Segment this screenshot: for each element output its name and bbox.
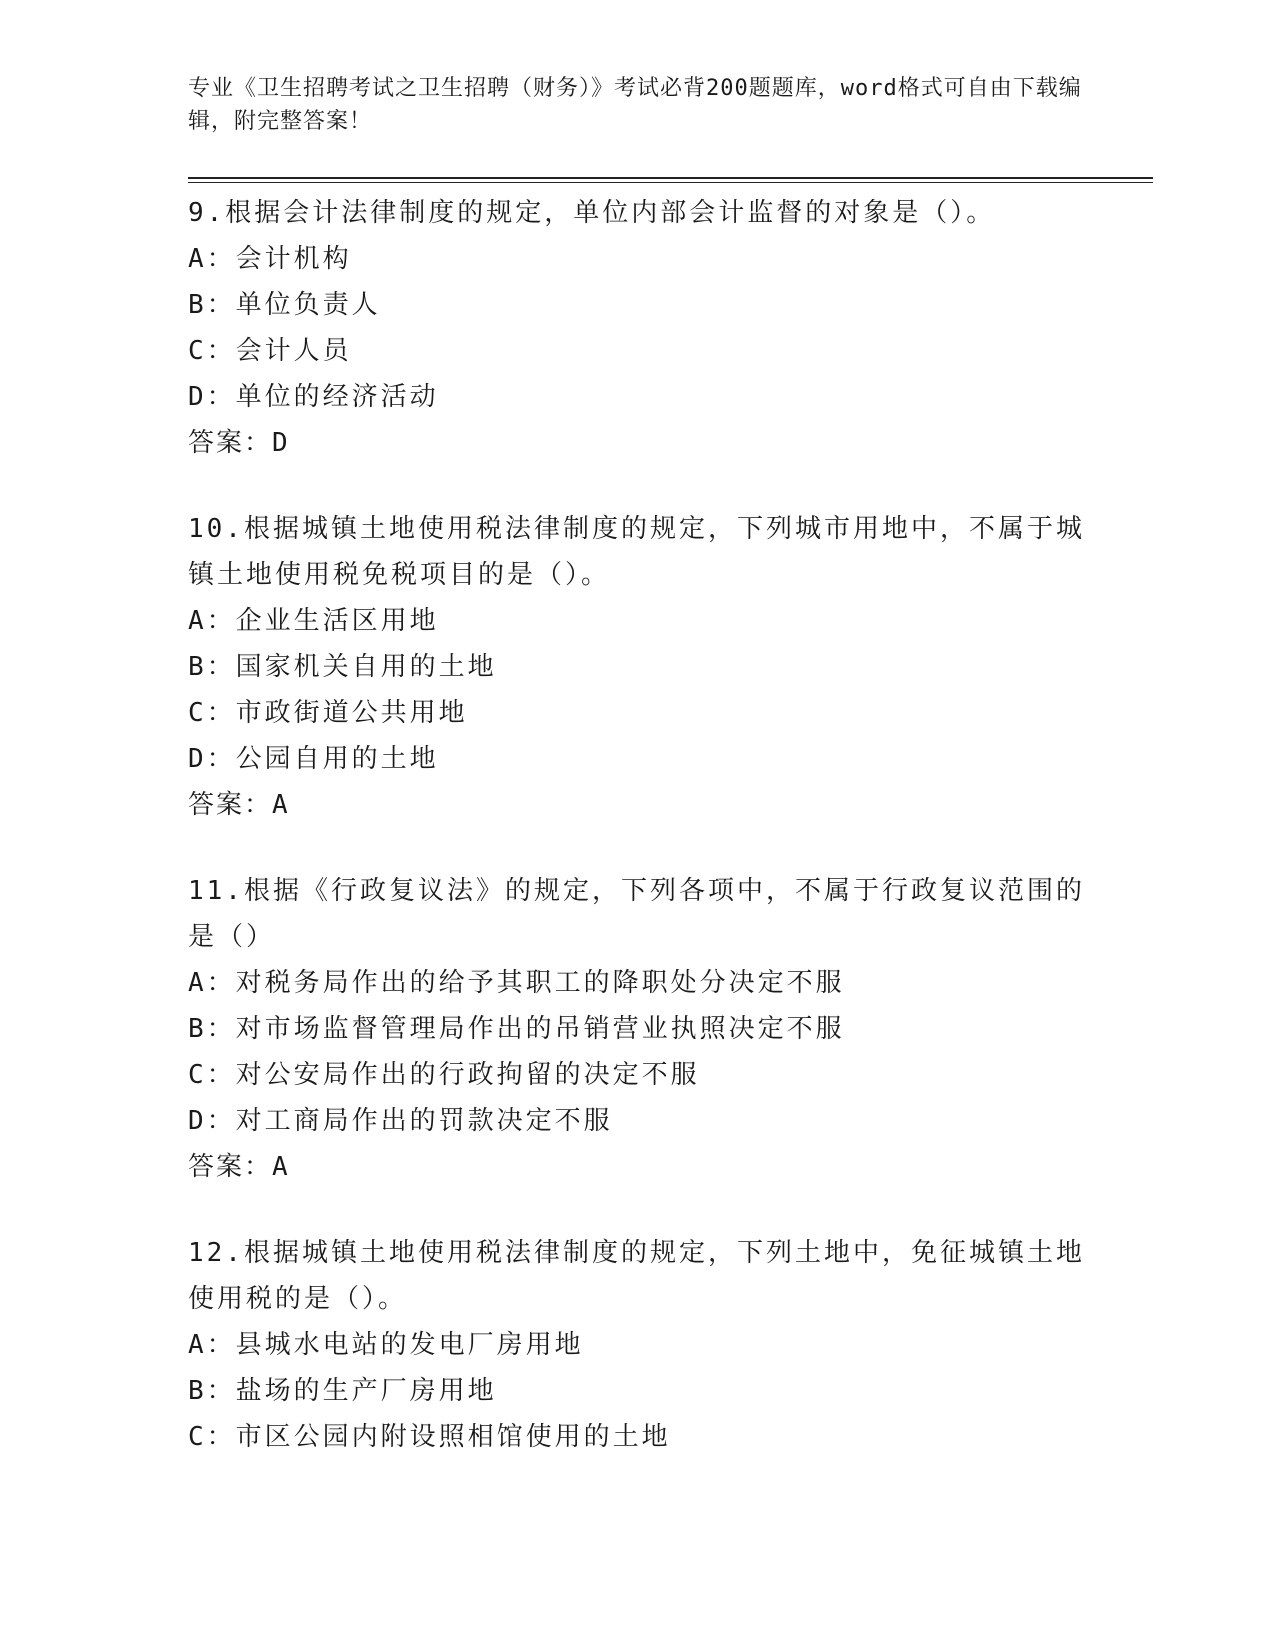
- question-stem: 11.根据《行政复议法》的规定，下列各项中，不属于行政复议范围的是（）: [188, 876, 1085, 952]
- question-stem: 10.根据城镇土地使用税法律制度的规定，下列城市用地中，不属于城镇土地使用税免税项目的是（）。: [188, 514, 1085, 590]
- option-a: A：县城水电站的发电厂房用地: [188, 1330, 584, 1360]
- question-list: [188, 190, 1088, 1500]
- option-d: D：公园自用的土地: [188, 744, 439, 774]
- option-c: C：会计人员: [188, 336, 352, 366]
- answer-label: 答案：: [188, 428, 273, 458]
- answer-value: D: [272, 428, 290, 458]
- answer-value: A: [272, 1152, 290, 1182]
- answer-value: A: [272, 790, 290, 820]
- question-10: [188, 506, 1088, 828]
- header-divider-thick: [188, 177, 1153, 179]
- option-a: A：会计机构: [188, 244, 352, 274]
- option-a: A：对税务局作出的给予其职工的降职处分决定不服: [188, 968, 845, 998]
- option-b: B：盐场的生产厂房用地: [188, 1376, 497, 1406]
- option-d: D：对工商局作出的罚款决定不服: [188, 1106, 613, 1136]
- question-11: [188, 868, 1088, 1190]
- question-stem: 9.根据会计法律制度的规定，单位内部会计监督的对象是（）。: [188, 198, 996, 228]
- question-9: [188, 190, 1088, 466]
- document-header: 专业《卫生招聘考试之卫生招聘（财务）》考试必背200题题库，word格式可自由下载编辑，附完整答案！: [188, 76, 1082, 134]
- option-a: A：企业生活区用地: [188, 606, 439, 636]
- answer-label: 答案：: [188, 1152, 273, 1182]
- answer-line: [188, 1144, 1088, 1190]
- option-b: B：国家机关自用的土地: [188, 652, 497, 682]
- question-12: [188, 1230, 1088, 1460]
- option-c: C：市政街道公共用地: [188, 698, 468, 728]
- answer-line: [188, 420, 1088, 466]
- answer-label: 答案：: [188, 790, 273, 820]
- option-b: B：对市场监督管理局作出的吊销营业执照决定不服: [188, 1014, 845, 1044]
- option-c: C：市区公园内附设照相馆使用的土地: [188, 1422, 671, 1452]
- option-d: D：单位的经济活动: [188, 382, 439, 412]
- header-divider-thin: [188, 182, 1153, 183]
- question-stem: 12.根据城镇土地使用税法律制度的规定，下列土地中，免征城镇土地使用税的是（）。: [188, 1238, 1085, 1314]
- option-b: B：单位负责人: [188, 290, 381, 320]
- option-c: C：对公安局作出的行政拘留的决定不服: [188, 1060, 700, 1090]
- answer-line: [188, 782, 1088, 828]
